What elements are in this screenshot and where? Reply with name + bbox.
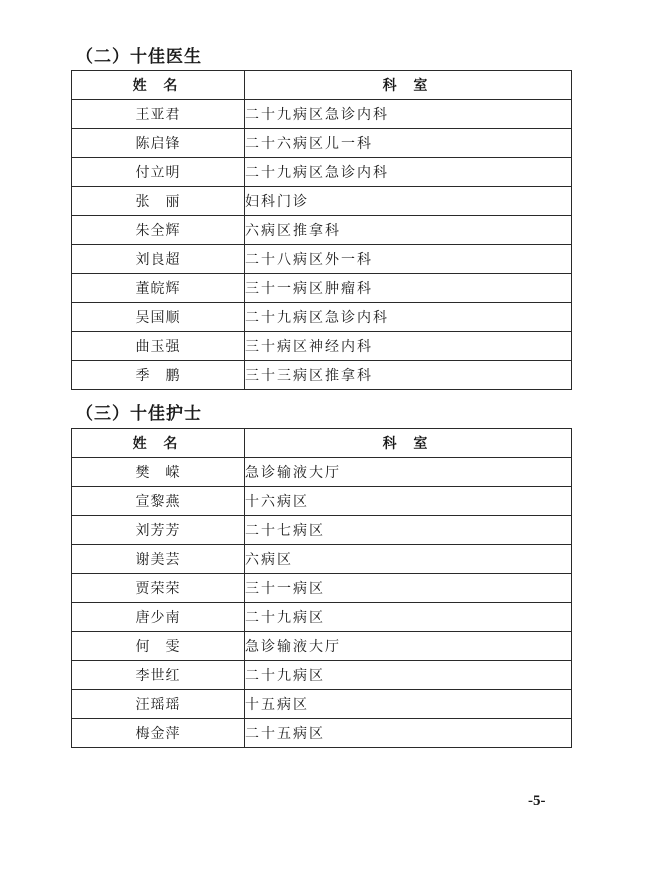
department: 二十九病区 xyxy=(245,603,572,632)
person-name: 何 雯 xyxy=(72,632,245,661)
person-name: 汪瑶瑶 xyxy=(72,690,245,719)
person-name: 朱全辉 xyxy=(72,216,245,245)
table-row xyxy=(72,661,572,690)
page-number: -5- xyxy=(528,793,546,809)
department: 二十九病区 xyxy=(245,661,572,690)
person-name: 宣黎燕 xyxy=(72,487,245,516)
table-row xyxy=(72,603,572,632)
doctors-section-title: （二）十佳医生 xyxy=(76,47,202,67)
table-row xyxy=(72,158,572,187)
name-column-header: 姓 名 xyxy=(72,71,245,100)
department: 十六病区 xyxy=(245,487,572,516)
table-row xyxy=(72,516,572,545)
department: 二十九病区急诊内科 xyxy=(245,100,572,129)
department: 急诊输液大厅 xyxy=(245,458,572,487)
table-header-row xyxy=(72,71,572,100)
table-row xyxy=(72,274,572,303)
person-name: 刘良超 xyxy=(72,245,245,274)
table-row xyxy=(72,719,572,748)
nurses-table xyxy=(71,428,572,748)
table-header-row xyxy=(72,429,572,458)
dept-column-header: 科 室 xyxy=(245,71,572,100)
department: 三十一病区 xyxy=(245,574,572,603)
table-row xyxy=(72,216,572,245)
person-name: 唐少南 xyxy=(72,603,245,632)
person-name: 曲玉强 xyxy=(72,332,245,361)
table-row xyxy=(72,245,572,274)
department: 二十八病区外一科 xyxy=(245,245,572,274)
table-row xyxy=(72,690,572,719)
department: 三十三病区推拿科 xyxy=(245,361,572,390)
department: 二十六病区儿一科 xyxy=(245,129,572,158)
table-row xyxy=(72,458,572,487)
table-row xyxy=(72,632,572,661)
department: 二十五病区 xyxy=(245,719,572,748)
person-name: 李世红 xyxy=(72,661,245,690)
department: 妇科门诊 xyxy=(245,187,572,216)
person-name: 吴国顺 xyxy=(72,303,245,332)
department: 二十九病区急诊内科 xyxy=(245,158,572,187)
person-name: 王亚君 xyxy=(72,100,245,129)
table-row xyxy=(72,129,572,158)
department: 二十九病区急诊内科 xyxy=(245,303,572,332)
person-name: 季 鹏 xyxy=(72,361,245,390)
department: 三十一病区肿瘤科 xyxy=(245,274,572,303)
department: 十五病区 xyxy=(245,690,572,719)
department: 六病区 xyxy=(245,545,572,574)
table-row xyxy=(72,574,572,603)
person-name: 陈启锋 xyxy=(72,129,245,158)
person-name: 董皖辉 xyxy=(72,274,245,303)
table-row xyxy=(72,187,572,216)
name-column-header: 姓 名 xyxy=(72,429,245,458)
nurses-section-title: （三）十佳护士 xyxy=(76,404,202,424)
table-row xyxy=(72,332,572,361)
table-row xyxy=(72,100,572,129)
person-name: 张 丽 xyxy=(72,187,245,216)
person-name: 贾荣荣 xyxy=(72,574,245,603)
person-name: 梅金萍 xyxy=(72,719,245,748)
department: 六病区推拿科 xyxy=(245,216,572,245)
table-row xyxy=(72,545,572,574)
person-name: 付立明 xyxy=(72,158,245,187)
department: 二十七病区 xyxy=(245,516,572,545)
department: 三十病区神经内科 xyxy=(245,332,572,361)
table-row xyxy=(72,487,572,516)
table-row xyxy=(72,361,572,390)
person-name: 樊 嵘 xyxy=(72,458,245,487)
person-name: 谢美芸 xyxy=(72,545,245,574)
dept-column-header: 科 室 xyxy=(245,429,572,458)
department: 急诊输液大厅 xyxy=(245,632,572,661)
doctors-table xyxy=(71,70,572,390)
table-row xyxy=(72,303,572,332)
person-name: 刘芳芳 xyxy=(72,516,245,545)
